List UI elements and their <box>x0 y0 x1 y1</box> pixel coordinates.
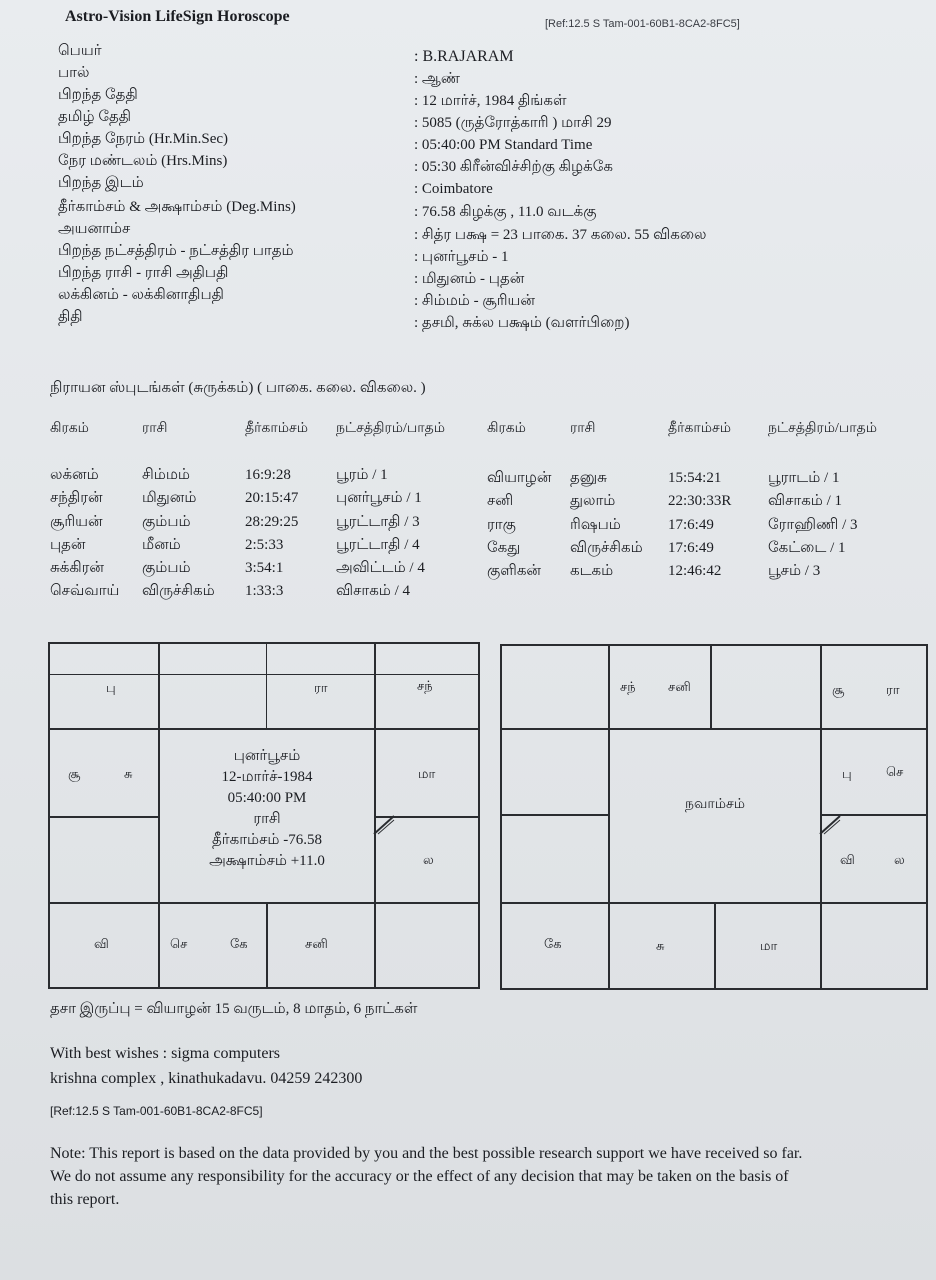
dasa-balance: தசா இருப்பு = வியாழன் 15 வருடம், 8 மாதம், 6 நாட்கள் <box>50 1001 418 1017</box>
table-cell: துலாம் <box>570 493 616 510</box>
column-header: தீர்காம்சம் <box>245 421 308 436</box>
column-header: தீர்காம்சம் <box>668 421 731 436</box>
table-cell: 12:46:42 <box>668 563 722 580</box>
table-cell: 28:29:25 <box>245 513 299 530</box>
center-line: அக்ஷாம்சம் +11.0 <box>209 853 325 869</box>
navamsa-chart-center: நவாம்சம் <box>685 797 745 812</box>
table-cell: பூரட்டாதி / 4 <box>336 536 420 553</box>
navamsa-house-text-g: வி <box>840 852 855 867</box>
right-rasi-column <box>570 467 643 583</box>
detail-label: பிறந்த ராசி - ராசி அதிபதி <box>58 265 229 281</box>
table-cell: புனர்பூசம் / 1 <box>336 490 422 507</box>
table-cell: ரிஷபம் <box>570 516 621 533</box>
table-cell: பூசம் / 3 <box>768 563 821 580</box>
disclaimer-note: Note: This report is based on the data provided by you and the best possible research support we have received so far. We do not assume any responsibility for the accuracy or the effect of any decision that may be taken on the basis of this report. <box>50 1145 803 1208</box>
left-rasi-column <box>142 464 215 604</box>
table-cell: விருச்சிகம் <box>570 539 643 556</box>
chart-divider <box>50 674 478 675</box>
table-cell: 17:6:49 <box>668 539 714 556</box>
rasi-chart <box>48 642 480 989</box>
column-header: ராசி <box>570 421 596 436</box>
reference-code-top: [Ref:12.5 S Tam-001-60B1-8CA2-8FC5] <box>545 18 740 30</box>
report-title: Astro-Vision LifeSign Horoscope <box>65 8 290 25</box>
center-line: 12-மார்ச்-1984 <box>221 769 313 785</box>
table-cell: லக்னம் <box>50 467 99 483</box>
table-cell: தனுசு <box>570 470 607 486</box>
detail-label: பிறந்த நேரம் (Hr.Min.Sec) <box>58 131 229 147</box>
table-cell: விசாகம் / 1 <box>768 493 843 510</box>
table-cell: சிம்மம் <box>142 467 190 483</box>
column-header: நட்சத்திரம்/பாதம் <box>336 421 445 436</box>
table-cell: விசாகம் / 4 <box>336 583 411 600</box>
detail-value: : 76.58 கிழக்கு , 11.0 வடக்கு <box>414 204 597 220</box>
table-cell: செவ்வாய் <box>50 583 120 600</box>
navamsa-house-text-a: சந் <box>620 679 636 694</box>
center-line: ராசி <box>253 811 281 827</box>
table-cell: கடகம் <box>570 563 614 580</box>
detail-value: : சிம்மம் - சூரியன் <box>414 293 535 309</box>
rasi-house-9-text-b: கே <box>230 936 248 951</box>
detail-label: திதி <box>58 309 83 325</box>
detail-value: : 12 மார்ச், 1984 திங்கள் <box>414 93 567 109</box>
detail-value: : 5085 (ருத்ரோத்காரி ) மாசி 29 <box>414 115 612 131</box>
chart-divider <box>710 646 712 730</box>
table-cell: 3:54:1 <box>245 560 284 577</box>
rasi-house-9-text-a: செ <box>170 936 188 951</box>
table-cell: வியாழன் <box>487 470 552 486</box>
rasi-house-8-text: சனி <box>305 936 328 951</box>
detail-label: லக்கினம் - லக்கினாதிபதி <box>58 287 224 303</box>
navamsa-house-text-k: மா <box>760 938 778 953</box>
rasi-house-5-text: மா <box>418 766 436 781</box>
column-header: கிரகம் <box>487 421 526 436</box>
rasi-chart-center <box>160 746 374 872</box>
reference-code-bottom: [Ref:12.5 S Tam-001-60B1-8CA2-8FC5] <box>50 1104 263 1118</box>
table-cell: சூரியன் <box>50 513 103 530</box>
navamsa-house-text-c: சூ <box>832 682 845 697</box>
chart-divider <box>502 814 608 816</box>
navamsa-house-text-h: ல <box>894 852 905 867</box>
rasi-house-12-text-b: சு <box>124 766 133 781</box>
chart-divider <box>608 646 610 988</box>
table-cell: கேது <box>487 539 521 556</box>
navamsa-house-text-e: பு <box>842 766 852 781</box>
navamsa-house-text-f: செ <box>886 764 904 779</box>
table-cell: சுக்கிரன் <box>50 560 104 577</box>
left-planet-column <box>50 464 119 604</box>
navamsa-house-text-j: சு <box>656 938 665 953</box>
column-header: கிரகம் <box>50 421 89 436</box>
rasi-house-10-text: வி <box>94 936 109 951</box>
chart-corner-mark <box>372 812 396 836</box>
chart-divider <box>50 816 158 818</box>
detail-label: பிறந்த இடம் <box>58 175 144 191</box>
table-cell: சனி <box>487 493 514 510</box>
right-planet-column <box>487 467 551 583</box>
detail-value: : 05:40:00 PM Standard Time <box>414 137 593 153</box>
rasi-house-4-text: சந் <box>417 678 433 693</box>
detail-value: : ஆண் <box>414 71 460 87</box>
table-cell: கும்பம் <box>142 513 191 530</box>
table-cell: 2:5:33 <box>245 536 284 553</box>
chart-divider <box>50 902 478 904</box>
detail-label: பிறந்த தேதி <box>58 87 138 103</box>
right-longitude-column <box>668 467 731 583</box>
table-cell: 20:15:47 <box>245 490 299 507</box>
table-cell: பூராடம் / 1 <box>768 470 840 486</box>
right-nakshatra-column <box>768 467 857 583</box>
rasi-house-12-text-a: சூ <box>68 766 81 781</box>
center-line: புனர்பூசம் <box>233 748 301 764</box>
rasi-house-3-text: ரா <box>314 680 328 695</box>
navamsa-house-text-d: ரா <box>886 682 900 697</box>
table-cell: பூரம் / 1 <box>336 467 388 483</box>
table-cell: ரோஹிணி / 3 <box>768 516 858 533</box>
detail-value: : சித்ர பக்ஷ = 23 பாகை. 37 கலை. 55 விகலை <box>414 227 707 243</box>
table-cell: புதன் <box>50 536 86 553</box>
chart-divider <box>714 902 716 988</box>
navamsa-chart <box>500 644 928 990</box>
address-line: krishna complex , kinathukadavu. 04259 242300 <box>50 1070 363 1087</box>
detail-label: பெயர் <box>58 43 102 59</box>
detail-value: : தசமி, சுக்ல பக்ஷம் (வளர்பிறை) <box>414 315 630 331</box>
table-cell: கேட்டை / 1 <box>768 539 846 556</box>
table-cell: 16:9:28 <box>245 467 291 483</box>
table-cell: கும்பம் <box>142 560 191 577</box>
table-cell: 15:54:21 <box>668 470 722 486</box>
center-line: தீர்காம்சம் -76.58 <box>212 832 322 848</box>
table-cell: குளிகன் <box>487 563 541 580</box>
table-cell: பூரட்டாதி / 3 <box>336 513 420 530</box>
detail-label: பால் <box>58 65 90 81</box>
detail-value: : மிதுனம் - புதன் <box>414 271 525 287</box>
table-cell: 1:33:3 <box>245 583 284 600</box>
wishes-line: With best wishes : sigma computers <box>50 1045 280 1062</box>
center-line: 05:40:00 PM <box>227 790 307 806</box>
detail-label: தமிழ் தேதி <box>58 109 132 125</box>
table-cell: 22:30:33R <box>668 493 732 510</box>
chart-divider <box>502 728 926 730</box>
navamsa-house-text-i: கே <box>544 936 562 951</box>
detail-value: : புனர்பூசம் - 1 <box>414 249 509 265</box>
table-cell: 17:6:49 <box>668 516 714 533</box>
table-cell: சந்திரன் <box>50 490 103 507</box>
table-cell: மீனம் <box>142 536 181 553</box>
table-cell: விருச்சிகம் <box>142 583 215 600</box>
table-cell: மிதுனம் <box>142 490 197 507</box>
detail-label: பிறந்த நட்சத்திரம் - நட்சத்திர பாதம் <box>58 243 294 259</box>
chart-divider <box>266 902 268 987</box>
table-cell: அவிட்டம் / 4 <box>336 560 425 577</box>
column-header: நட்சத்திரம்/பாதம் <box>768 421 877 436</box>
table-cell: ராகு <box>487 516 516 533</box>
chart-corner-mark <box>818 812 842 836</box>
detail-value: : Coimbatore <box>414 181 493 197</box>
left-nakshatra-column <box>336 464 425 604</box>
detail-label: தீர்காம்சம் & அக்ஷாம்சம் (Deg.Mins) <box>58 199 296 215</box>
rasi-house-6-text: ல <box>423 852 434 867</box>
chart-divider <box>50 728 478 730</box>
column-header: ராசி <box>142 421 168 436</box>
chart-divider <box>266 644 267 730</box>
detail-label: அயனாம்ச <box>58 221 131 237</box>
rasi-house-1-text: பு <box>106 680 116 695</box>
detail-value-name: : B.RAJARAM <box>414 48 514 65</box>
detail-label: நேர மண்டலம் (Hrs.Mins) <box>58 153 228 169</box>
left-longitude-column <box>245 464 298 604</box>
navamsa-house-text-b: சனி <box>668 679 691 694</box>
sphuta-section-title: நிராயன ஸ்புடங்கள் (சுருக்கம்) ( பாகை. கலை. விகலை. ) <box>50 380 426 396</box>
detail-value: : 05:30 கிரீன்விச்சிற்கு கிழக்கே <box>414 159 613 175</box>
